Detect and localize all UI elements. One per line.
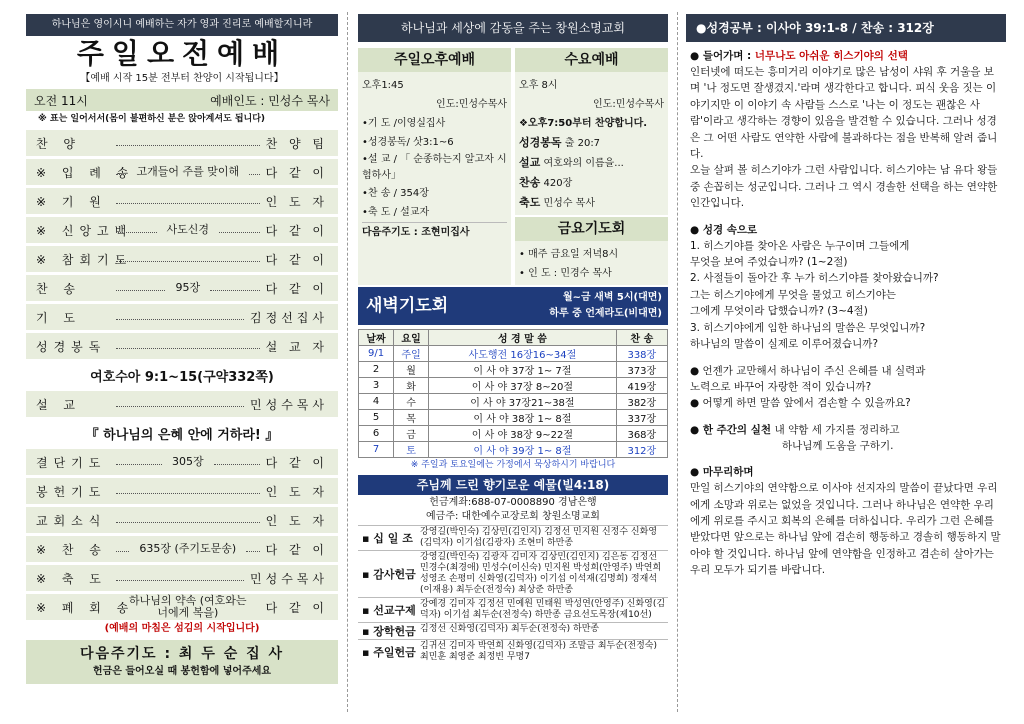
schedule-header: 성 경 말 씀 bbox=[429, 330, 617, 346]
offering-row: ▪ 감사헌금 강영길(박인숙) 김광자 김미자 김상민(김인지) 김은동 김정선 민경수(최경애) 민성수(이신숙) 민지원 박성희(안영주) 박연희 성영조 손평미 신화영(김덕자) 이기섭 이석재(김명희) 정재석(이재용) 최두순(전정숙) 최상준 하만종 bbox=[358, 550, 668, 597]
schedule-header: 날짜 bbox=[359, 330, 394, 346]
church-motto-bar: 하나님과 세상에 감동을 주는 창원소명교회 bbox=[358, 14, 668, 42]
offering-row: ▪ 십 일 조 강영길(박인숙) 김상민(김인지) 김정선 민지원 신정수 신화영(김덕자) 이기섭(김광자) 조현미 하만종 bbox=[358, 525, 668, 550]
subtitle: 【예배 시작 15분 전부터 찬양이 시작됩니다】 bbox=[80, 73, 284, 84]
bible-study-column: ●성경공부 : 이사야 39:1-8 / 찬송 : 312장 ● 들어가며 : 너무나도 아쉬운 히스기야의 선택 인터넷에 떠도는 흥미거리 이야기로 많은 남성이 샤워 후 거울을 보며 '나 정도면 잘생겼지.'라며 생각한다고 합니다. 피식 웃음 짓는 이야기지만 이 이야기 속 사람들 스스로 '나는 이 정도는 괜찮은 사람'이라고 생각하는 경향이 있음을 발견할 수 있습니다. 그러나 성경은 그 어떤 사람도 연약한 사람에 불과하다는 점을 반복해 알려 줍니다. 오늘 살펴 볼 히스기야가 그런 사람입니다. 히스기야는 남 유다 왕들 중 손꼽히는 성군입니다. 그러나 그 역시 경솔한 선택을 하는 연약한 인간입니다. ● 성경 속으로 1. 히스기야를 찾아온 사람은 누구이며 그들에게 무엇을 보여 주었습니까? (1~2절) 2. 사절들이 돌아간 후 누가 히스기야를 찾아왔습니까? 그는 히스기야에게 무엇을 물었고 히스기야는 그에게 무엇이라 답했습니까? (3~4절) 3. 히스기야에게 임한 하나님의 말씀은 무엇입니까? 하나님의 말씀이 실제로 이루어졌습니까? ● 언젠가 교만해서 하나님이 주신 은혜를 내 실력과 노력으로 바꾸어 자랑한 적이 있습니까? ● 어떻게 하면 말씀 앞에서 겸손할 수 있을까요? ● 한 주간의 실천 내 약함 세 가지를 정리하고 하나님께 도움을 구하기. ● 마무리하며 만일 히스기야의 연약함으로 이사야 선지자의 말씀이 끝났다면 우리에게 소망과 위로는 없었을 것입니다. 그러나 하나님은 연약한 우리에게 위로를 주시고 회복의 은혜를 더하십니다. 우리가 그런 은혜를 받았다면 앞으로는 하나님 앞에 겸손히 행동하고 경솔히 행동하지 말아야 할 것입니다. 하나님 앞에 연약함을 인정하고 겸손히 살아가는 우리 모두가 되기를 바랍니다. bbox=[686, 14, 1006, 714]
time-bar bbox=[26, 89, 338, 111]
practice-heading: ● 한 주간의 실천 내 약함 세 가지를 정리하고 bbox=[690, 423, 900, 436]
order-row: 성경봉독 설 교 자 bbox=[26, 333, 338, 359]
services-column bbox=[358, 14, 668, 714]
closing-heading: ● 마무리하며 bbox=[690, 466, 754, 479]
order-row: ※ 참회기도 다 같 이 bbox=[26, 246, 338, 272]
sermon-title: 『 하나님의 은혜 안에 거하라! 』 bbox=[26, 420, 338, 446]
sunday-pm-panel: 주일오후예배 오후1:45 인도:민성수목사 •기 도 /이영실집사 •성경봉독/ 삿3:1~6 •설 교 / 「 순종하는지 알고자 시험하사」 •찬 송 / 354장 •축 도 / 설교자 다음주기도 : 조현미집사 bbox=[358, 48, 511, 285]
divider-1 bbox=[347, 12, 348, 712]
closing-paragraph: 만일 히스기야의 연약함으로 이사야 선지자의 말씀이 끝났다면 우리에게 소망과 위로는 없었을 것입니다. 그러나 하나님은 연약한 우리에게 위로를 주시고 회복의 은혜를 더하십니다. 우리가 그런 은혜를 받았다면 앞으로는 하나님 앞에 겸손히 행동하고 경솔히 행동하지 말아야 할 것입니다. 하나님 앞에 연약함을 인정하고 겸손히 살아가는 우리 모두가 되기를 바랍니다. bbox=[690, 482, 1001, 577]
reading-schedule bbox=[358, 329, 668, 458]
schedule-row: 9/1 주일 사도행전 16장16~34절 338장 bbox=[359, 346, 668, 362]
intro-paragraph-1: 인터넷에 떠도는 흥미거리 이야기로 많은 남성이 샤워 후 거울을 보며 '나 정도면 잘생겼지.'라며 생각한다고 합니다. 피식 웃음 짓는 이야기지만 이 이야기 속 사람들 스스로 '나는 이 정도는 괜찮은 사람'이라고 생각하는 경향이 있음을 발견할 수 있습니다. 그러나 성경은 그 어떤 사람도 연약한 사람에 불과하다는 점을 반복해 알려 줍니다. bbox=[690, 66, 998, 161]
offering-title: 주님께 드린 향기로운 예물(빌4:18) bbox=[358, 475, 668, 495]
schedule-row: 3 화 이 사 야 37장 8~20절 419장 bbox=[359, 378, 668, 394]
service-leader: 예배인도 : 민성수 목사 bbox=[210, 93, 330, 108]
morning-service-column bbox=[26, 14, 338, 714]
order-list-1 bbox=[26, 130, 338, 359]
order-row: 찬 송 95장 다 같 이 bbox=[26, 275, 338, 301]
schedule-header: 찬 송 bbox=[616, 330, 667, 346]
schedule-row: 5 목 이 사 야 38장 1~ 8절 337장 bbox=[359, 410, 668, 426]
order-row: 교회소식 인 도 자 bbox=[26, 507, 338, 533]
sunday-pm-title: 주일오후예배 bbox=[358, 48, 511, 72]
schedule-row: 6 금 이 사 야 38장 9~22절 368장 bbox=[359, 426, 668, 442]
account-number: 헌금계좌:688-07-0008890 경남은행 bbox=[429, 497, 597, 508]
service-panels bbox=[358, 48, 668, 285]
order-list-2 bbox=[26, 449, 338, 620]
offering-note: 헌금은 들어오실 때 봉헌함에 넣어주세요 bbox=[92, 666, 272, 677]
account-holder: 예금주: 대한예수교장로회 창원소명교회 bbox=[426, 511, 600, 522]
schedule-note: ※ 주일과 토요일에는 가정에서 묵상하시기 바랍니다 bbox=[410, 460, 616, 470]
order-row: 기 도 김정선집사 bbox=[26, 304, 338, 330]
divider-2 bbox=[677, 12, 678, 712]
order-row-sermon: 설 교 민성수목사 bbox=[26, 391, 338, 417]
next-prayer: 다음주기도 : 최 두 순 집 사 bbox=[79, 646, 285, 662]
schedule-header: 요일 bbox=[394, 330, 429, 346]
right-panels bbox=[515, 48, 668, 285]
order-row: ※ 입 례 송 고개들어 주를 맞이해 다 같 이 bbox=[26, 159, 338, 185]
wednesday-panel: 수요예배 오후 8시 인도:민성수목사 ❖오후7:50부터 찬양합니다. 성경봉독 출 20:7 설교 여호와의 이름을... 찬송 420장 축도 민성수 목사 bbox=[515, 48, 668, 215]
service-time: 오전 11시 bbox=[34, 93, 88, 108]
order-row: ※ 축 도 민성수목사 bbox=[26, 565, 338, 591]
order-row: ※ 폐 회 송 하나님의 약속 (여호와는 너에게 복을) 다 같 이 bbox=[26, 594, 338, 620]
intro-heading: ● 들어가며 : 너무나도 아쉬운 히스기야의 선택 bbox=[690, 50, 908, 62]
offering-row: ▪ 주일헌금 김귀선 김미자 박연희 신화영(김덕자) 조말금 최두순(전정숙) 최민훈 최영준 최정빈 무명7 bbox=[358, 639, 668, 664]
schedule-row: 4 수 이 사 야 37장21~38절 382장 bbox=[359, 394, 668, 410]
scripture-ref: 여호수아 9:1~15(구약332쪽) bbox=[26, 362, 338, 388]
offering-list bbox=[358, 525, 668, 664]
closing-note: (예배의 마침은 섬김의 시작입니다) bbox=[104, 623, 260, 634]
schedule-row: 2 월 이 사 야 37장 1~ 7절 373장 bbox=[359, 362, 668, 378]
order-row: ※ 찬 송 635장 (주기도문송) 다 같 이 bbox=[26, 536, 338, 562]
order-row: ※ 신앙고백 사도신경 다 같 이 bbox=[26, 217, 338, 243]
offering-row: ▪ 장학헌금 김정선 신화영(김덕자) 최두순(전정숙) 하만종 bbox=[358, 622, 668, 639]
order-row: 결단기도 305장 다 같 이 bbox=[26, 449, 338, 475]
page-title: 주일오전예배 bbox=[76, 37, 288, 70]
offering-row: ▪ 선교구제 강예경 김미자 김정선 민예원 민태원 박성연(안영주) 신화영(김덕자) 이기섭 최두순(전정숙) 하만종 금요선도목장(제10선) bbox=[358, 597, 668, 622]
friday-panel: 금요기도회 • 매주 금요일 저녁8시 • 인 도 : 민경수 목사 bbox=[515, 217, 668, 285]
motto-bar: 하나님은 영이시니 예배하는 자가 영과 진리로 예배할지니라 bbox=[26, 14, 338, 36]
order-row: ※ 기 원 인 도 자 bbox=[26, 188, 338, 214]
into-the-word-heading: ● 성경 속으로 bbox=[690, 223, 758, 236]
order-row: 찬 양 찬 양 팀 bbox=[26, 130, 338, 156]
intro-paragraph-2: 오늘 살펴 볼 히스기야가 그런 사람입니다. 히스기야는 남 유다 왕들 중 손꼽히는 성군입니다. 그러나 그 역시 경솔한 선택을 하는 연약한 인간입니다. bbox=[690, 164, 998, 210]
footer-box bbox=[26, 640, 338, 684]
schedule-row: 7 토 이 사 야 39장 1~ 8절 312장 bbox=[359, 442, 668, 458]
standing-note: ※ 표는 일어서서(몸이 불편하신 분은 앉아계셔도 됩니다) bbox=[38, 114, 266, 124]
order-row: 봉헌기도 인 도 자 bbox=[26, 478, 338, 504]
dawn-prayer-bar: 새벽기도회 월~금 새벽 5시(대면) 하루 중 언제라도(비대면) bbox=[358, 287, 668, 325]
study-title-bar: ●성경공부 : 이사야 39:1-8 / 찬송 : 312장 bbox=[686, 14, 1006, 42]
